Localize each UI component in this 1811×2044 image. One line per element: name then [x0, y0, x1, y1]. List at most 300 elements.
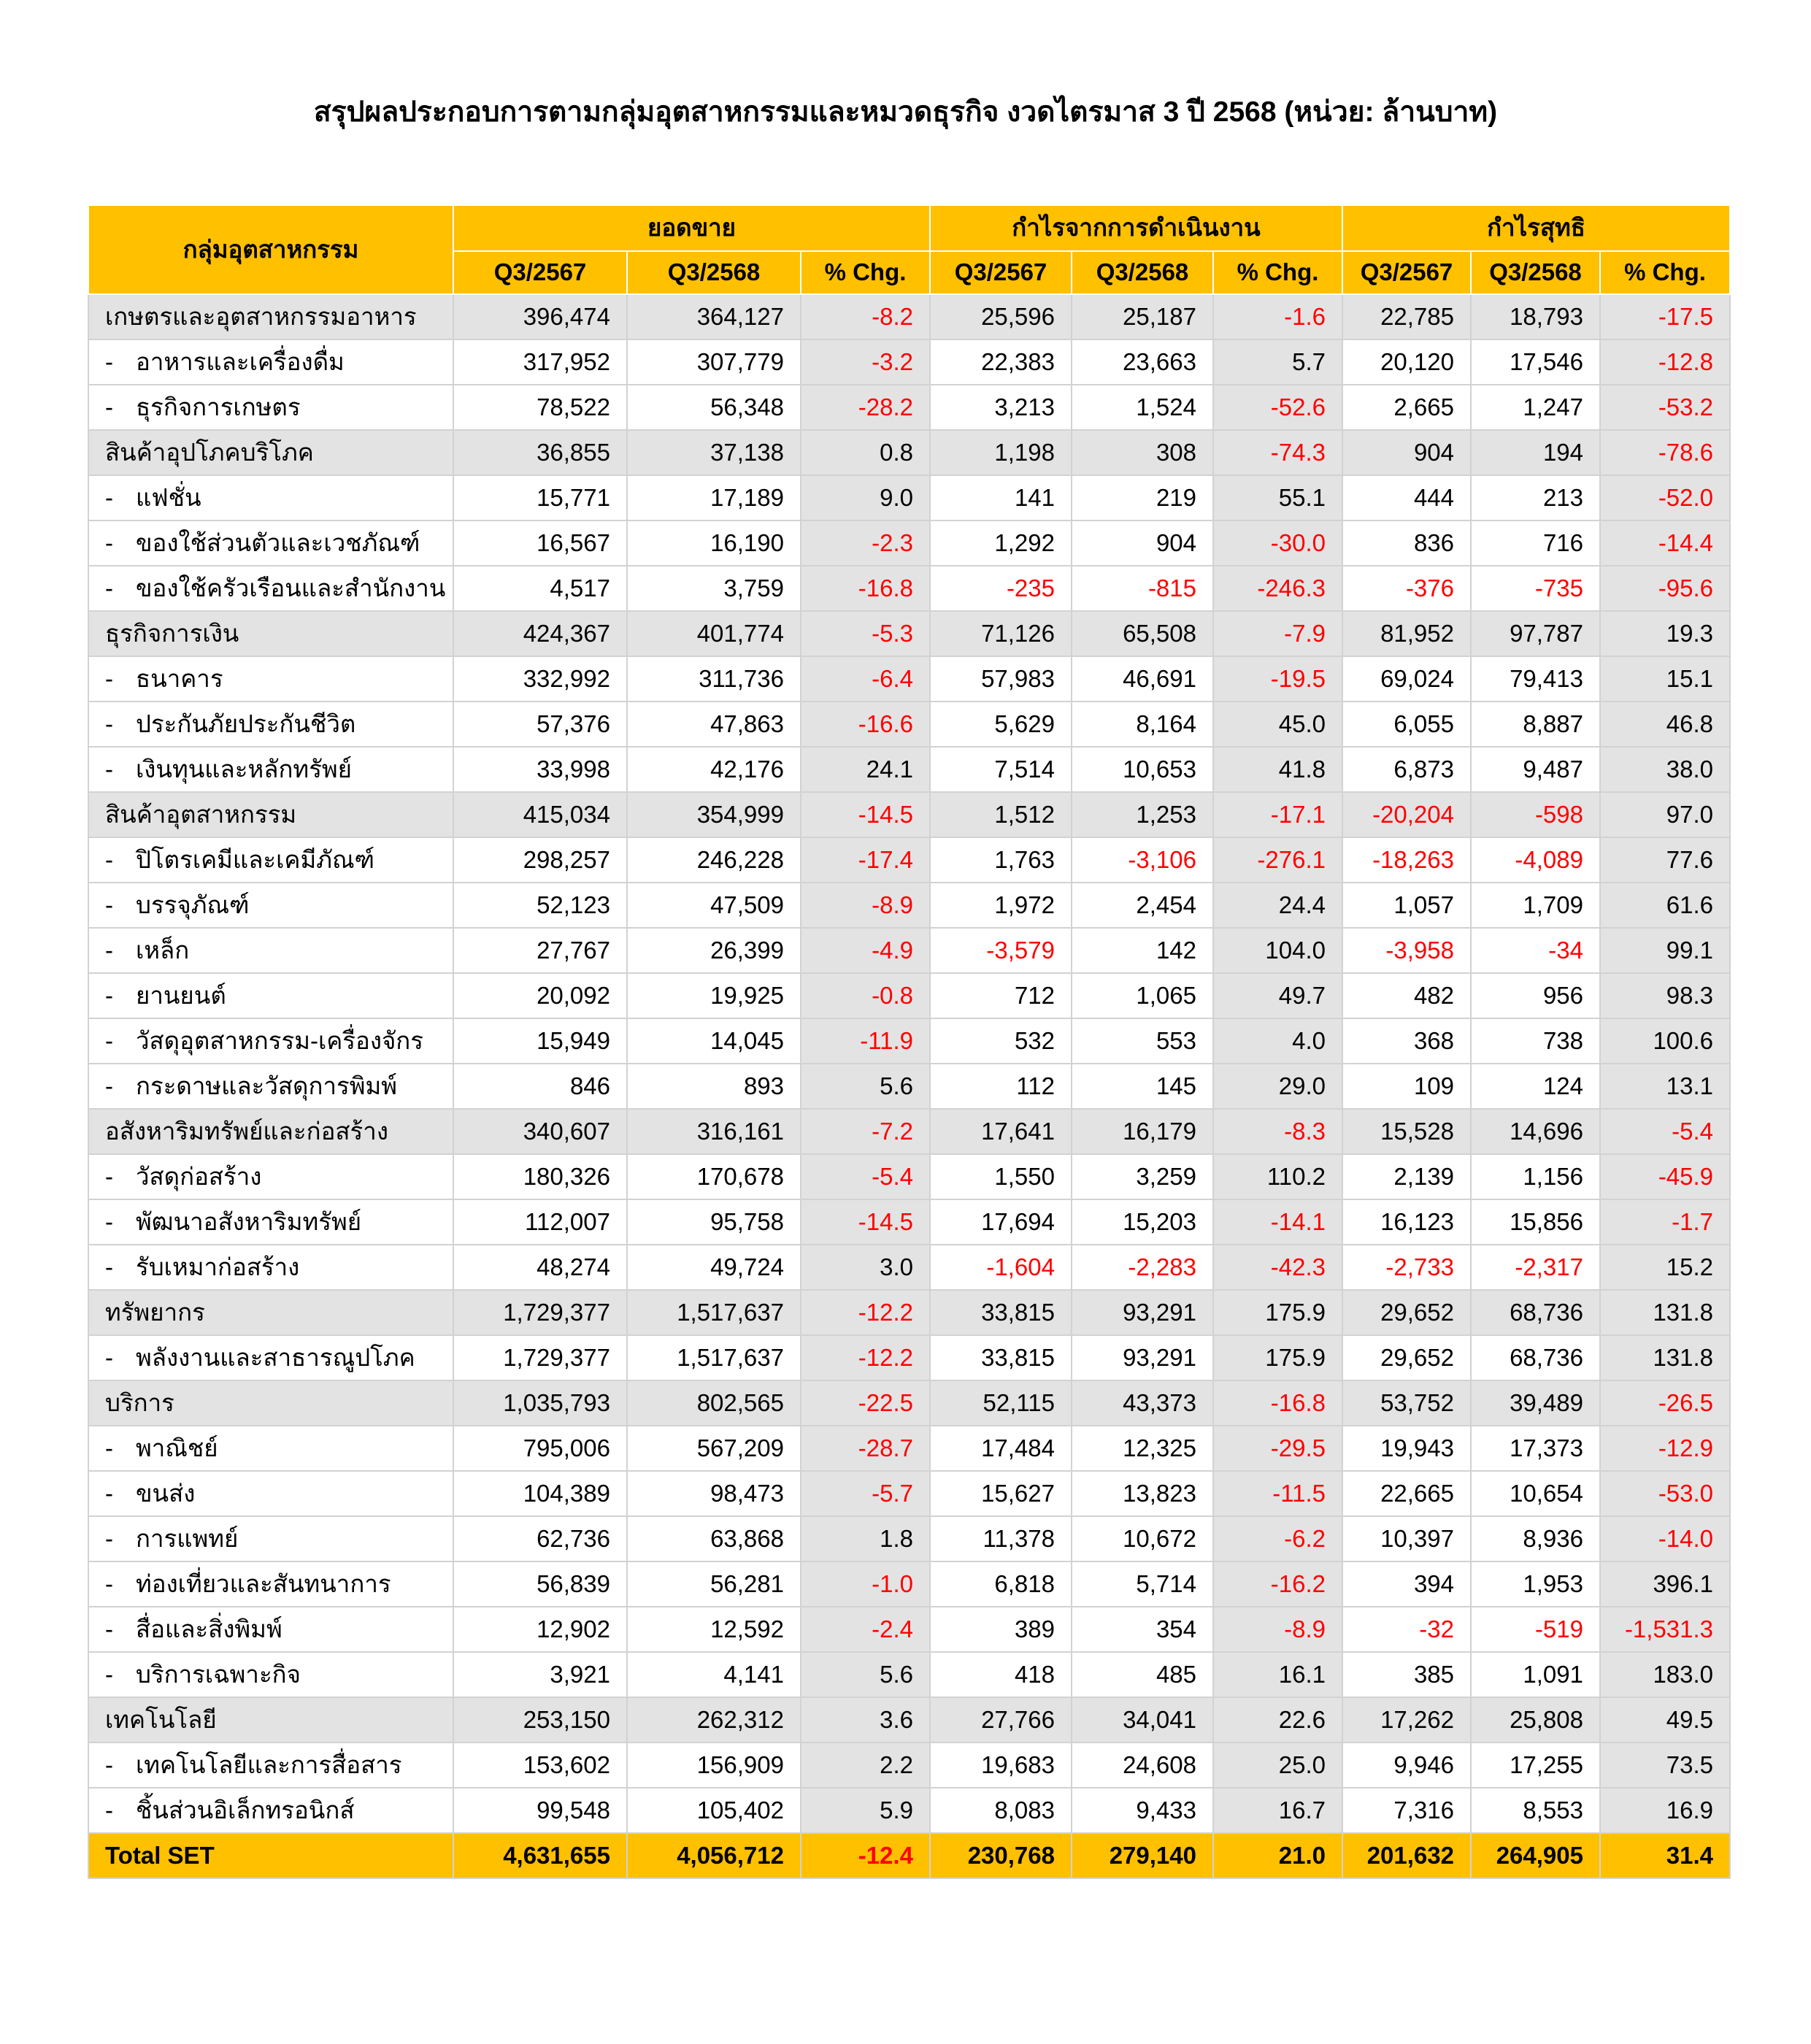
subsector-dash: - — [105, 710, 113, 737]
value-cell: 93,291 — [1072, 1290, 1213, 1335]
value-cell: 424,367 — [453, 611, 627, 656]
value-cell: 175.9 — [1213, 1335, 1342, 1380]
value-cell: 4,631,655 — [453, 1833, 627, 1878]
value-cell: 31.4 — [1600, 1833, 1730, 1878]
value-cell: 15.1 — [1600, 656, 1730, 702]
value-cell: -3,958 — [1342, 928, 1471, 973]
value-cell: 19,943 — [1342, 1426, 1471, 1471]
subsector-dash: - — [105, 1026, 113, 1054]
value-cell: 110.2 — [1213, 1154, 1342, 1199]
header-subcol: Q3/2568 — [1072, 251, 1213, 294]
sector-row — [88, 1697, 1730, 1743]
value-cell: 99,548 — [453, 1788, 627, 1833]
value-cell: 8,164 — [1072, 702, 1213, 747]
row-label — [88, 1018, 453, 1064]
value-cell: 22,785 — [1342, 294, 1471, 339]
results-table — [88, 204, 1731, 1879]
row-label — [88, 1109, 453, 1154]
subsector-row — [88, 1471, 1730, 1516]
subsector-dash: - — [105, 483, 113, 511]
value-cell: 4.0 — [1213, 1018, 1342, 1064]
subsector-row — [88, 1516, 1730, 1561]
row-label-text: Total SET — [105, 1841, 215, 1869]
value-cell: -12.2 — [801, 1335, 930, 1380]
row-label-text: การแพทย์ — [136, 1524, 239, 1552]
value-cell: 47,863 — [627, 702, 801, 747]
subsector-row — [88, 1652, 1730, 1697]
value-cell: 17,694 — [930, 1199, 1072, 1245]
row-label-text: แฟชั่น — [136, 483, 201, 511]
value-cell: 19.3 — [1600, 611, 1730, 656]
value-cell: 42,176 — [627, 747, 801, 792]
value-cell: 170,678 — [627, 1154, 801, 1199]
value-cell: 112,007 — [453, 1199, 627, 1245]
value-cell: 25.0 — [1213, 1743, 1342, 1788]
subsector-row — [88, 385, 1730, 430]
value-cell: -3.2 — [801, 339, 930, 385]
value-cell: 49,724 — [627, 1245, 801, 1290]
value-cell: -4,089 — [1471, 837, 1600, 883]
value-cell: 298,257 — [453, 837, 627, 883]
value-cell: 10,397 — [1342, 1516, 1471, 1561]
value-cell: 1,253 — [1072, 792, 1213, 837]
value-cell: 52,115 — [930, 1380, 1072, 1426]
value-cell: -16.2 — [1213, 1561, 1342, 1607]
row-label-text: ขนส่ง — [136, 1479, 196, 1507]
value-cell: -52.6 — [1213, 385, 1342, 430]
value-cell: 13,823 — [1072, 1471, 1213, 1516]
value-cell: 17,641 — [930, 1109, 1072, 1154]
value-cell: 46,691 — [1072, 656, 1213, 702]
value-cell: 1,517,637 — [627, 1290, 801, 1335]
value-cell: -74.3 — [1213, 430, 1342, 475]
value-cell: 68,736 — [1471, 1335, 1600, 1380]
value-cell: 6,873 — [1342, 747, 1471, 792]
value-cell: 12,325 — [1072, 1426, 1213, 1471]
value-cell: 49.5 — [1600, 1697, 1730, 1743]
value-cell: -16.6 — [801, 702, 930, 747]
subsector-dash: - — [105, 891, 113, 918]
value-cell: 56,281 — [627, 1561, 801, 1607]
value-cell: 567,209 — [627, 1426, 801, 1471]
value-cell: 532 — [930, 1018, 1072, 1064]
value-cell: 1,524 — [1072, 385, 1213, 430]
row-label — [88, 1471, 453, 1516]
value-cell: 141 — [930, 475, 1072, 520]
value-cell: 12,902 — [453, 1607, 627, 1652]
subsector-row — [88, 1245, 1730, 1290]
subsector-row — [88, 883, 1730, 928]
value-cell: -5.3 — [801, 611, 930, 656]
value-cell: -1.7 — [1600, 1199, 1730, 1245]
value-cell: 77.6 — [1600, 837, 1730, 883]
value-cell: 802,565 — [627, 1380, 801, 1426]
value-cell: 3,759 — [627, 566, 801, 611]
value-cell: 19,683 — [930, 1743, 1072, 1788]
value-cell: -2,317 — [1471, 1245, 1600, 1290]
value-cell: 62,736 — [453, 1516, 627, 1561]
value-cell: -20,204 — [1342, 792, 1471, 837]
header-subcol: Q3/2568 — [1471, 251, 1600, 294]
value-cell: 1,517,637 — [627, 1335, 801, 1380]
row-label — [88, 1064, 453, 1109]
subsector-row — [88, 566, 1730, 611]
value-cell: 17,484 — [930, 1426, 1072, 1471]
value-cell: -0.8 — [801, 973, 930, 1018]
row-label-text: ธุรกิจการเงิน — [105, 619, 239, 647]
value-cell: 246,228 — [627, 837, 801, 883]
subsector-row — [88, 1064, 1730, 1109]
row-label-text: ของใช้ครัวเรือนและสำนักงาน — [136, 574, 446, 602]
value-cell: 39,489 — [1471, 1380, 1600, 1426]
value-cell: 34,041 — [1072, 1697, 1213, 1743]
value-cell: 194 — [1471, 430, 1600, 475]
value-cell: 25,596 — [930, 294, 1072, 339]
value-cell: 3,213 — [930, 385, 1072, 430]
value-cell: -276.1 — [1213, 837, 1342, 883]
value-cell: 418 — [930, 1652, 1072, 1697]
value-cell: 33,815 — [930, 1290, 1072, 1335]
row-label-text: บริการเฉพาะกิจ — [136, 1660, 301, 1688]
value-cell: 5.9 — [801, 1788, 930, 1833]
value-cell: 183.0 — [1600, 1652, 1730, 1697]
value-cell: 308 — [1072, 430, 1213, 475]
value-cell: 738 — [1471, 1018, 1600, 1064]
value-cell: -52.0 — [1600, 475, 1730, 520]
value-cell: 7,514 — [930, 747, 1072, 792]
value-cell: 17,255 — [1471, 1743, 1600, 1788]
value-cell: 24.4 — [1213, 883, 1342, 928]
value-cell: 49.7 — [1213, 973, 1342, 1018]
value-cell: 396,474 — [453, 294, 627, 339]
value-cell: 27,767 — [453, 928, 627, 973]
value-cell: 5.7 — [1213, 339, 1342, 385]
value-cell: -2,733 — [1342, 1245, 1471, 1290]
sector-row — [88, 430, 1730, 475]
value-cell: 47,509 — [627, 883, 801, 928]
value-cell: 14,045 — [627, 1018, 801, 1064]
subsector-row — [88, 1607, 1730, 1652]
subsector-dash: - — [105, 574, 113, 602]
value-cell: 1,065 — [1072, 973, 1213, 1018]
value-cell: 7,316 — [1342, 1788, 1471, 1833]
value-cell: -26.5 — [1600, 1380, 1730, 1426]
value-cell: -2,283 — [1072, 1245, 1213, 1290]
row-label — [88, 339, 453, 385]
row-label — [88, 1245, 453, 1290]
value-cell: 553 — [1072, 1018, 1213, 1064]
subsector-row — [88, 747, 1730, 792]
subsector-dash: - — [105, 936, 113, 964]
value-cell: 52,123 — [453, 883, 627, 928]
value-cell: -16.8 — [801, 566, 930, 611]
value-cell: 16,190 — [627, 520, 801, 566]
value-cell: -5.7 — [801, 1471, 930, 1516]
value-cell: -14.4 — [1600, 520, 1730, 566]
value-cell: -1,604 — [930, 1245, 1072, 1290]
value-cell: 1,035,793 — [453, 1380, 627, 1426]
row-label — [88, 1426, 453, 1471]
row-label — [88, 1380, 453, 1426]
value-cell: 1,091 — [1471, 1652, 1600, 1697]
row-label-text: พัฒนาอสังหาริมทรัพย์ — [136, 1207, 362, 1235]
row-label — [88, 1697, 453, 1743]
value-cell: 712 — [930, 973, 1072, 1018]
value-cell: 99.1 — [1600, 928, 1730, 973]
value-cell: 2.2 — [801, 1743, 930, 1788]
value-cell: -12.2 — [801, 1290, 930, 1335]
header-operating-profit: กำไรจากการดำเนินงาน — [930, 205, 1342, 251]
value-cell: 29,652 — [1342, 1335, 1471, 1380]
value-cell: 57,376 — [453, 702, 627, 747]
value-cell: 97,787 — [1471, 611, 1600, 656]
value-cell: 16.7 — [1213, 1788, 1342, 1833]
value-cell: -17.5 — [1600, 294, 1730, 339]
subsector-dash: - — [105, 845, 113, 873]
row-label — [88, 973, 453, 1018]
value-cell: 145 — [1072, 1064, 1213, 1109]
value-cell: 1,198 — [930, 430, 1072, 475]
value-cell: -17.4 — [801, 837, 930, 883]
row-label — [88, 837, 453, 883]
value-cell: 12,592 — [627, 1607, 801, 1652]
row-label-text: ธุรกิจการเกษตร — [136, 393, 301, 420]
value-cell: 3,921 — [453, 1652, 627, 1697]
value-cell: 11,378 — [930, 1516, 1072, 1561]
subsector-dash: - — [105, 1660, 113, 1688]
value-cell: 15.2 — [1600, 1245, 1730, 1290]
value-cell: 836 — [1342, 520, 1471, 566]
value-cell: 16.9 — [1600, 1788, 1730, 1833]
value-cell: 24.1 — [801, 747, 930, 792]
value-cell: -28.2 — [801, 385, 930, 430]
row-label — [88, 702, 453, 747]
row-label-text: รับเหมาก่อสร้าง — [136, 1253, 300, 1280]
row-label — [88, 792, 453, 837]
header-subcol: Q3/2567 — [930, 251, 1072, 294]
value-cell: 3.0 — [801, 1245, 930, 1290]
value-cell: 48,274 — [453, 1245, 627, 1290]
value-cell: 482 — [1342, 973, 1471, 1018]
value-cell: 8,887 — [1471, 702, 1600, 747]
value-cell: 93,291 — [1072, 1335, 1213, 1380]
row-label-text: สื่อและสิ่งพิมพ์ — [136, 1615, 282, 1642]
value-cell: 25,808 — [1471, 1697, 1600, 1743]
value-cell: 73.5 — [1600, 1743, 1730, 1788]
row-label-text: ท่องเที่ยวและสันทนาการ — [136, 1570, 391, 1597]
value-cell: 156,909 — [627, 1743, 801, 1788]
value-cell: 15,856 — [1471, 1199, 1600, 1245]
value-cell: -8.9 — [1213, 1607, 1342, 1652]
value-cell: 1,512 — [930, 792, 1072, 837]
value-cell: 9,433 — [1072, 1788, 1213, 1833]
value-cell: 124 — [1471, 1064, 1600, 1109]
value-cell: 956 — [1471, 973, 1600, 1018]
value-cell: 61.6 — [1600, 883, 1730, 928]
value-cell: -11.9 — [801, 1018, 930, 1064]
value-cell: 1.8 — [801, 1516, 930, 1561]
value-cell: -235 — [930, 566, 1072, 611]
value-cell: 307,779 — [627, 339, 801, 385]
value-cell: 78,522 — [453, 385, 627, 430]
value-cell: 1,709 — [1471, 883, 1600, 928]
value-cell: 1,057 — [1342, 883, 1471, 928]
value-cell: 1,763 — [930, 837, 1072, 883]
subsector-row — [88, 928, 1730, 973]
value-cell: -1.6 — [1213, 294, 1342, 339]
value-cell: 394 — [1342, 1561, 1471, 1607]
value-cell: 79,413 — [1471, 656, 1600, 702]
table-body — [88, 294, 1730, 1878]
subsector-dash: - — [105, 1207, 113, 1235]
value-cell: 201,632 — [1342, 1833, 1471, 1878]
value-cell: 317,952 — [453, 339, 627, 385]
value-cell: 175.9 — [1213, 1290, 1342, 1335]
value-cell: 1,550 — [930, 1154, 1072, 1199]
value-cell: 41.8 — [1213, 747, 1342, 792]
value-cell: 3,259 — [1072, 1154, 1213, 1199]
subsector-row — [88, 1561, 1730, 1607]
value-cell: -11.5 — [1213, 1471, 1342, 1516]
value-cell: 354 — [1072, 1607, 1213, 1652]
value-cell: 104.0 — [1213, 928, 1342, 973]
row-label-text: ประกันภัยประกันชีวิต — [136, 710, 356, 737]
value-cell: 100.6 — [1600, 1018, 1730, 1064]
value-cell: 10,654 — [1471, 1471, 1600, 1516]
subsector-dash: - — [105, 1072, 113, 1099]
row-label — [88, 747, 453, 792]
value-cell: 22,383 — [930, 339, 1072, 385]
value-cell: 37,138 — [627, 430, 801, 475]
row-label-text: กระดาษและวัสดุการพิมพ์ — [136, 1072, 397, 1099]
value-cell: 17,373 — [1471, 1426, 1600, 1471]
subsector-dash: - — [105, 1434, 113, 1461]
value-cell: -78.6 — [1600, 430, 1730, 475]
value-cell: 46.8 — [1600, 702, 1730, 747]
value-cell: 364,127 — [627, 294, 801, 339]
value-cell: 311,736 — [627, 656, 801, 702]
value-cell: -1.0 — [801, 1561, 930, 1607]
subsector-row — [88, 973, 1730, 1018]
subsector-row — [88, 1018, 1730, 1064]
value-cell: 2,665 — [1342, 385, 1471, 430]
row-label-text: ธนาคาร — [136, 664, 223, 692]
header-row-groups — [88, 205, 1730, 251]
value-cell: 485 — [1072, 1652, 1213, 1697]
value-cell: 230,768 — [930, 1833, 1072, 1878]
sector-row — [88, 1380, 1730, 1426]
row-label-text: พลังงานและสาธารณูปโภค — [136, 1343, 415, 1371]
value-cell: 131.8 — [1600, 1335, 1730, 1380]
subsector-row — [88, 656, 1730, 702]
value-cell: 33,998 — [453, 747, 627, 792]
row-label-text: เทคโนโลยีและการสื่อสาร — [136, 1751, 402, 1778]
sector-row — [88, 1290, 1730, 1335]
value-cell: 17,546 — [1471, 339, 1600, 385]
row-label — [88, 1154, 453, 1199]
value-cell: 2,139 — [1342, 1154, 1471, 1199]
value-cell: 180,326 — [453, 1154, 627, 1199]
value-cell: 904 — [1342, 430, 1471, 475]
value-cell: 13.1 — [1600, 1064, 1730, 1109]
value-cell: 20,092 — [453, 973, 627, 1018]
value-cell: 385 — [1342, 1652, 1471, 1697]
subsector-dash: - — [105, 981, 113, 1009]
subsector-dash: - — [105, 1796, 113, 1824]
value-cell: 5.6 — [801, 1652, 930, 1697]
value-cell: 10,672 — [1072, 1516, 1213, 1561]
row-label — [88, 1335, 453, 1380]
value-cell: -53.0 — [1600, 1471, 1730, 1516]
subsector-row — [88, 475, 1730, 520]
value-cell: 15,627 — [930, 1471, 1072, 1516]
value-cell: 24,608 — [1072, 1743, 1213, 1788]
value-cell: 354,999 — [627, 792, 801, 837]
value-cell: -4.9 — [801, 928, 930, 973]
value-cell: -19.5 — [1213, 656, 1342, 702]
value-cell: 33,815 — [930, 1335, 1072, 1380]
value-cell: 16,179 — [1072, 1109, 1213, 1154]
value-cell: 9,946 — [1342, 1743, 1471, 1788]
value-cell: 5,714 — [1072, 1561, 1213, 1607]
row-label — [88, 1561, 453, 1607]
header-industry: กลุ่มอุตสาหกรรม — [88, 205, 453, 294]
row-label-text: ชิ้นส่วนอิเล็กทรอนิกส์ — [136, 1796, 355, 1824]
value-cell: 153,602 — [453, 1743, 627, 1788]
page-title: สรุปผลประกอบการตามกลุ่มอุตสาหกรรมและหมวดธุรกิจ งวดไตรมาส 3 ปี 2568 (หน่วย: ล้านบาท) — [313, 96, 1498, 128]
row-label-text: เทคโนโลยี — [105, 1705, 217, 1733]
subsector-row — [88, 1743, 1730, 1788]
value-cell: 1,292 — [930, 520, 1072, 566]
subsector-row — [88, 1426, 1730, 1471]
row-label-text: วัสดุอุตสาหกรรม-เครื่องจักร — [136, 1026, 424, 1054]
header-subcol: % Chg. — [1600, 251, 1730, 294]
value-cell: 262,312 — [627, 1697, 801, 1743]
row-label — [88, 1833, 453, 1878]
row-label — [88, 385, 453, 430]
sector-row — [88, 611, 1730, 656]
value-cell: 55.1 — [1213, 475, 1342, 520]
value-cell: 63,868 — [627, 1516, 801, 1561]
value-cell: 97.0 — [1600, 792, 1730, 837]
value-cell: 29,652 — [1342, 1290, 1471, 1335]
value-cell: 6,055 — [1342, 702, 1471, 747]
value-cell: 29.0 — [1213, 1064, 1342, 1109]
value-cell: 9.0 — [801, 475, 930, 520]
subsector-dash: - — [105, 1253, 113, 1280]
row-label — [88, 520, 453, 566]
value-cell: 21.0 — [1213, 1833, 1342, 1878]
row-label-text: พาณิชย์ — [136, 1434, 218, 1461]
value-cell: 15,203 — [1072, 1199, 1213, 1245]
value-cell: -18,263 — [1342, 837, 1471, 883]
sector-row — [88, 294, 1730, 339]
row-label-text: วัสดุก่อสร้าง — [136, 1162, 262, 1190]
row-label-text: อสังหาริมทรัพย์และก่อสร้าง — [105, 1117, 388, 1145]
value-cell: 22,665 — [1342, 1471, 1471, 1516]
header-subcol: Q3/2567 — [453, 251, 627, 294]
row-label-text: เหล็ก — [136, 936, 190, 964]
value-cell: 2,454 — [1072, 883, 1213, 928]
subsector-dash: - — [105, 1479, 113, 1507]
value-cell: 264,905 — [1471, 1833, 1600, 1878]
value-cell: -12.9 — [1600, 1426, 1730, 1471]
header-sales: ยอดขาย — [453, 205, 930, 251]
value-cell: 14,696 — [1471, 1109, 1600, 1154]
value-cell: 26,399 — [627, 928, 801, 973]
subsector-row — [88, 1788, 1730, 1833]
value-cell: 8,936 — [1471, 1516, 1600, 1561]
